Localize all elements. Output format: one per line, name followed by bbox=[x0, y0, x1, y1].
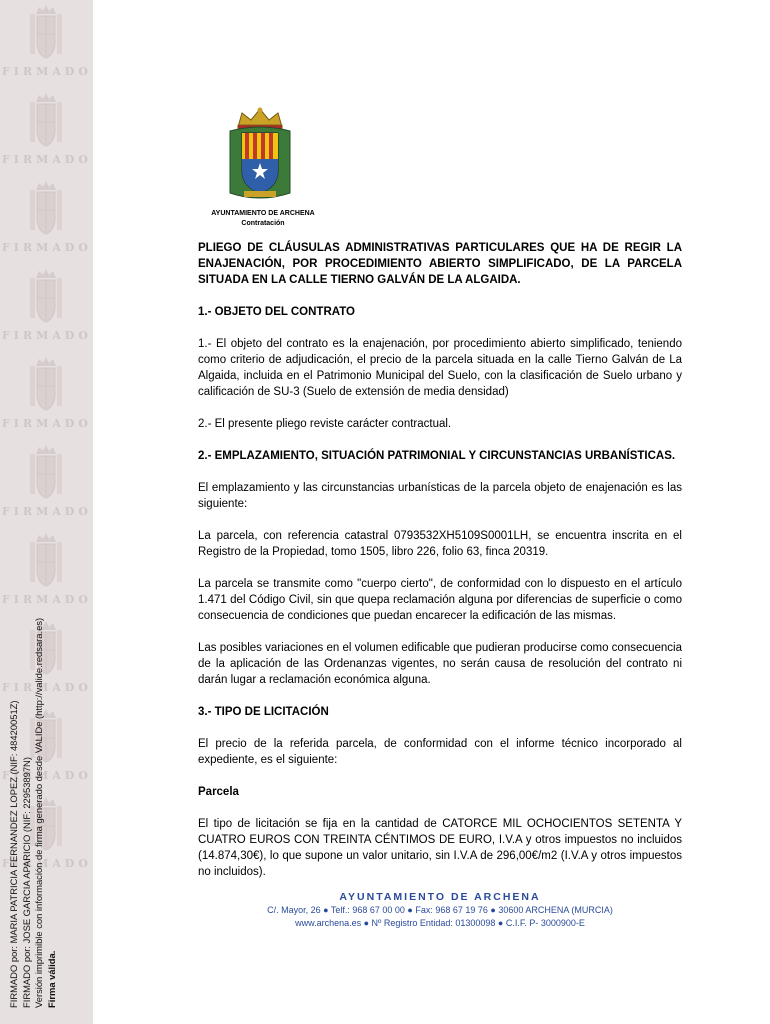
coat-of-arms-logo bbox=[224, 105, 296, 205]
document-title: PLIEGO DE CLÁUSULAS ADMINISTRATIVAS PARTICULARES QUE HA DE REGIR LA ENAJENACIÓN, POR PROCEDIMIENTO ABIERTO SIMPLIFICADO, DE LA PARCELA SITUADA EN LA CALLE TIERNO GALVÁN DE LA ALGAIDA. bbox=[198, 242, 682, 286]
watermark-text: FIRMADO bbox=[2, 769, 92, 782]
watermark-crest-icon bbox=[28, 356, 64, 414]
watermark-crest-icon bbox=[28, 92, 64, 150]
watermark-text: FIRMADO bbox=[2, 241, 92, 254]
watermark-crest-icon bbox=[28, 532, 64, 590]
watermark-text: FIRMADO bbox=[2, 857, 92, 870]
section-2-heading: 2.- EMPLAZAMIENTO, SITUACIÓN PATRIMONIAL Y CIRCUNSTANCIAS URBANÍSTICAS. bbox=[198, 450, 676, 462]
section-2-paragraph-3: La parcela se transmite como "cuerpo cierto", de conformidad con lo dispuesto en el artículo 1.471 del Código Civil, sin que quepa reclamación alguna por diferencias de superficie o como consecuencia de condiciones que puedan encarecer la edificación de las mismas. bbox=[198, 578, 682, 622]
section-3-subheading: Parcela bbox=[198, 786, 239, 798]
header-org-name: AYUNTAMIENTO DE ARCHENA bbox=[211, 210, 315, 217]
header-department: Contratación bbox=[241, 220, 285, 227]
watermark-block bbox=[0, 176, 93, 264]
page-footer bbox=[198, 890, 682, 930]
section-3-paragraph-1: El precio de la referida parcela, de conformidad con el informe técnico incorporado al expediente, es el siguiente: bbox=[198, 738, 682, 766]
signature-line-3: Versión imprimible con información de firma generado desde VALIDe (http://valide.redsara.es) bbox=[33, 617, 44, 1008]
section-1-paragraph-2: 2.- El presente pliego reviste carácter contractual. bbox=[198, 418, 452, 430]
watermark-block bbox=[0, 0, 93, 88]
watermark-text: FIRMADO bbox=[2, 329, 92, 342]
watermark-block bbox=[0, 528, 93, 616]
section-2-paragraph-2: La parcela, con referencia catastral 0793532XH5109S0001LH, se encuentra inscrita en el Registro de la Propiedad, tomo 1505, libro 226, folio 63, finca 20319. bbox=[198, 530, 682, 558]
watermark-crest-icon bbox=[28, 180, 64, 238]
watermark-text: FIRMADO bbox=[2, 417, 92, 430]
signature-line-1: FIRMADO por: MARIA PATRICIA FERNANDEZ LOPEZ (NIF: 48420051Z) bbox=[8, 700, 19, 1008]
footer-org-name: AYUNTAMIENTO DE ARCHENA bbox=[339, 891, 541, 903]
watermark-text: FIRMADO bbox=[2, 65, 92, 78]
watermark-crest-icon bbox=[28, 4, 64, 62]
watermark-block bbox=[0, 440, 93, 528]
section-3-paragraph-2: El tipo de licitación se fija en la cantidad de CATORCE MIL OCHOCIENTOS SETENTA Y CUATRO EUROS CON TREINTA CÉNTIMOS DE EURO, I.V.A y otros impuestos no incluidos (14.874,30€), lo que supone un valor unitario, sin I.V.A de 296,00€/m2 (I.V.A y otros impuestos no incluidos). bbox=[198, 818, 682, 878]
section-2-paragraph-1: El emplazamiento y las circunstancias urbanísticas de la parcela objeto de enajenación es las siguiente: bbox=[198, 482, 682, 510]
section-1-paragraph-1: 1.- El objeto del contrato es la enajenación, por procedimiento abierto simplificado, teniendo como criterio de adjudicación, el precio de la parcela situada en la calle Tierno Galván de La Algaida, incluida en el Patrimonio Municipal del Suelo, con la clasificación de Suelo urbano y calificación de SU-3 (Suelo de extensión de media densidad) bbox=[198, 338, 682, 398]
watermark-text: FIRMADO bbox=[2, 153, 92, 166]
section-3-heading: 3.- TIPO DE LICITACIÓN bbox=[198, 706, 329, 718]
signature-info bbox=[8, 618, 58, 1008]
section-2-paragraph-4: Las posibles variaciones en el volumen edificable que pudieran producirse como consecuencia de la aplicación de las Ordenanzas vigentes, no serán causa de resolución del contrato ni darán lugar a reclamación económica alguna. bbox=[198, 642, 682, 686]
footer-address-line: C/. Mayor, 26 ● Telf.: 968 67 00 00 ● Fax: 968 67 19 76 ● 30600 ARCHENA (MURCIA) bbox=[267, 905, 613, 915]
signature-line-2: FIRMADO por: JOSE GARCIA APARICIO (NIF: 22953897N) bbox=[20, 757, 32, 1008]
watermark-text: FIRMADO bbox=[2, 593, 92, 606]
watermark-text: FIRMADO bbox=[2, 681, 92, 694]
signature-sidebar bbox=[0, 0, 93, 1024]
watermark-block bbox=[0, 264, 93, 352]
section-1-heading: 1.- OBJETO DEL CONTRATO bbox=[198, 306, 355, 318]
watermark-block bbox=[0, 88, 93, 176]
signature-valid-line: Firma válida. bbox=[45, 950, 57, 1008]
document-body bbox=[198, 240, 682, 896]
watermark-crest-icon bbox=[28, 444, 64, 502]
watermark-text: FIRMADO bbox=[2, 505, 92, 518]
watermark-block bbox=[0, 352, 93, 440]
watermark-crest-icon bbox=[28, 268, 64, 326]
footer-registry-line: www.archena.es ● Nº Registro Entidad: 01300098 ● C.I.F. P- 3000900-E bbox=[295, 918, 585, 928]
